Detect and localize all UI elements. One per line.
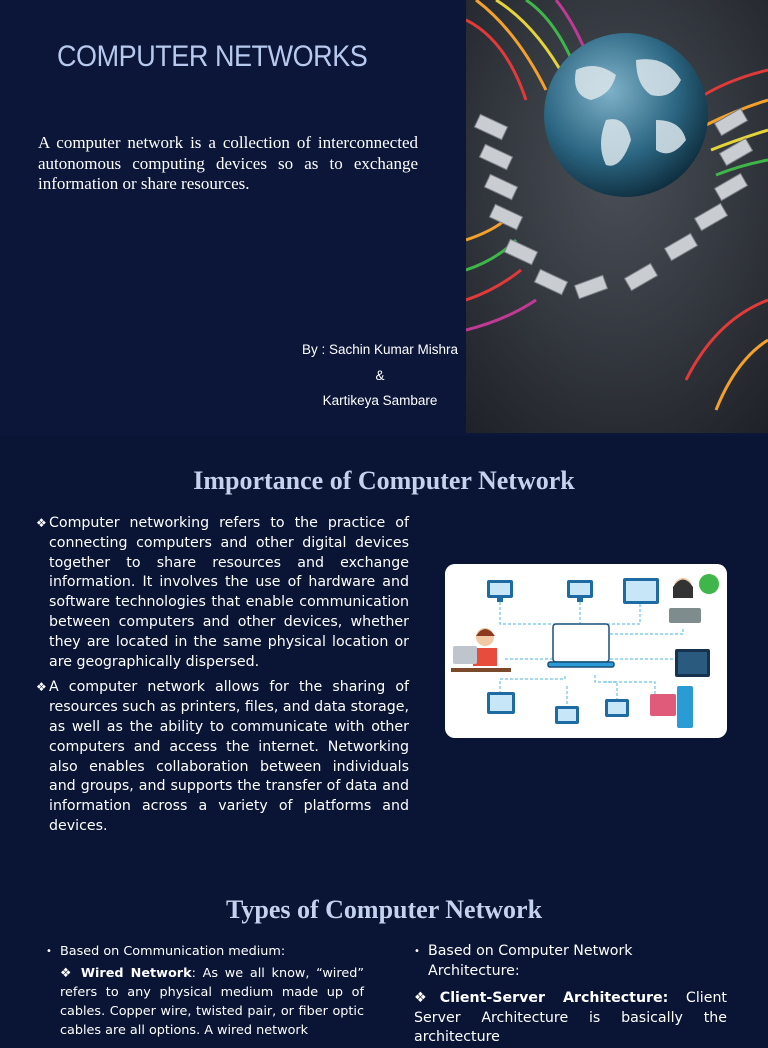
globe-usb-cables-image [466,0,768,433]
list-item: • Based on Communication medium: [46,944,286,959]
right-column [414,942,727,1048]
page-title: COMPUTER NETWORKS [57,40,368,73]
diamond-bullet-icon: ❖ [60,966,75,981]
list-item: • Based on Computer Network Architecture: [414,943,633,979]
list-item: ❖ A computer network allows for the sharing of resources such as printers, files, and data storage, as well as the ability to communicate with other computers and access the internet. Networking also enables collaboration between individuals and groups, and supports the transfer of data and information across a variety of platforms and devices. [36,679,409,834]
importance-slide [0,436,768,876]
network-diagram-image [445,564,727,738]
bullet-dot-icon: • [414,946,420,957]
diamond-bullet-icon: ❖ [36,516,47,530]
wired-network-label: Wired Network [80,966,192,981]
ampersand: & [375,367,385,383]
list-item: ❖ Computer networking refers to the practice of connecting computers and other digital devices together to share resources and exchange information. It involves the use of hardware and software technologies that enable communication between computers and other devices, whether they are located in the same physical location or are geographically dispersed. [36,515,409,670]
importance-title: Importance of Computer Network [193,466,575,495]
types-title: Types of Computer Network [225,895,543,924]
author-secondary: Kartikeya Sambare [322,393,438,408]
bullet-dot-icon: • [46,946,52,957]
importance-bullets [36,514,409,843]
list-item: ❖Client-Server Architecture: Client Server Architecture is basically the architecture [414,990,727,1045]
author-primary: By : Sachin Kumar Mishra [301,342,459,357]
left-column [46,942,364,1040]
diamond-bullet-icon: ❖ [36,680,47,695]
author-block [300,337,460,414]
list-item: ❖ Wired Network: As we all know, “wired” refers to any physical medium made up of cables. Copper wire, twisted pair, or fiber optic cables are all options. A wired network [60,966,364,1038]
types-slide [0,876,768,1045]
diamond-bullet-icon: ❖ [414,990,440,1006]
client-server-label: Client-Server Architecture: [439,990,669,1006]
title-slide [0,0,768,436]
definition-text: A computer network is a collection of interconnected autonomous computing devices so as to exchange information or share resources. [38,133,418,193]
